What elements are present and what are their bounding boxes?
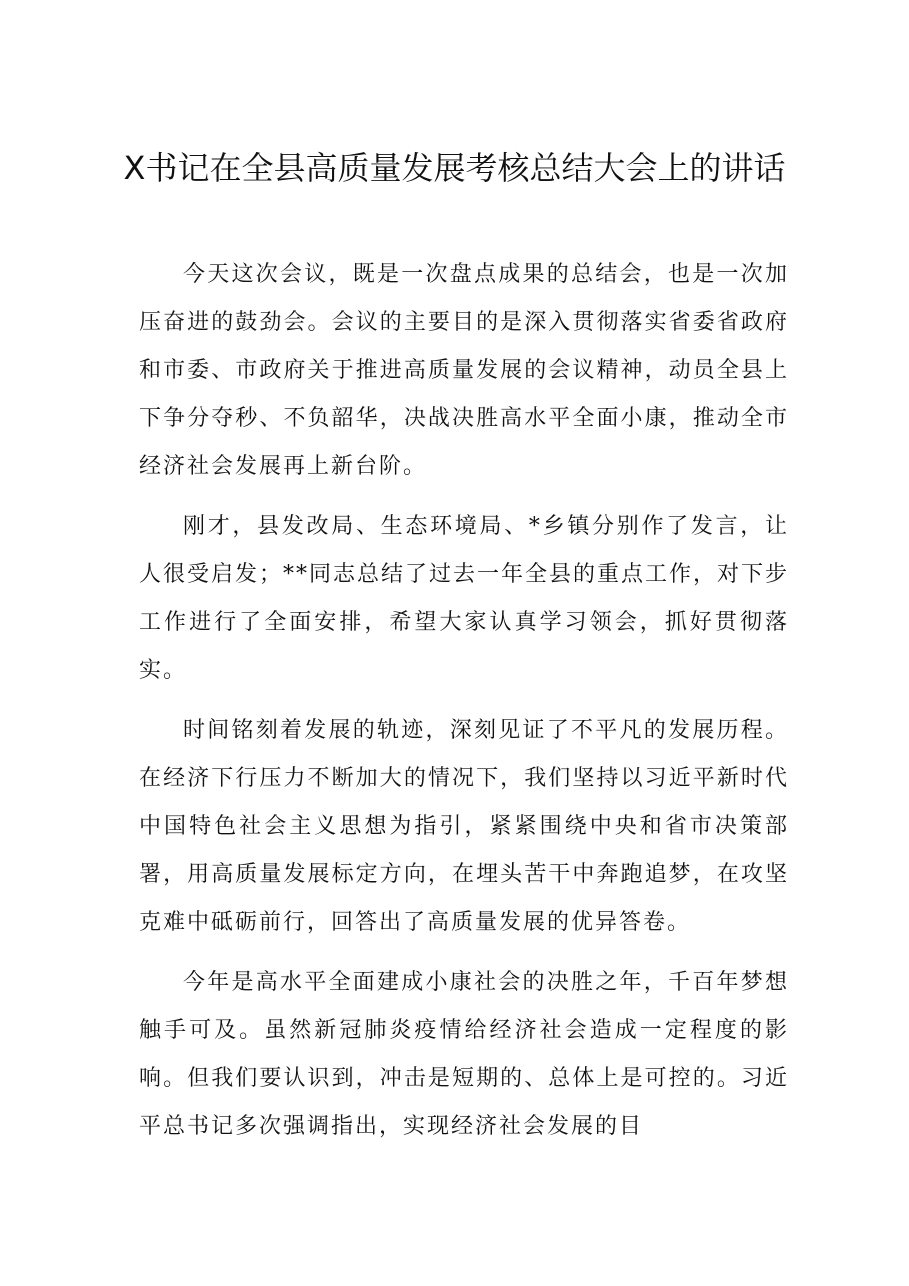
paragraph: 今天这次会议，既是一次盘点成果的总结会，也是一次加压奋进的鼓劲会。会议的主要目的是深入贯彻落实省委省政府和市委、市政府关于推进高质量发展的会议精神，动员全县上下争分夺秒、不负韶华，决战决胜高水平全面小康，推动全市经济社会发展再上新台阶。 xyxy=(139,262,789,479)
paragraph: 今年是高水平全面建成小康社会的决胜之年，千百年梦想触手可及。虽然新冠肺炎疫情给经济社会造成一定程度的影响。但我们要认识到，冲击是短期的、总体上是可控的。习近平总书记多次强调指出，实现经济社会发展的目 xyxy=(139,970,789,1139)
paragraph: 刚才，县发改局、生态环境局、*乡镇分别作了发言，让人很受启发；**同志总结了过去一年全县的重点工作，对下步工作进行了全面安排，希望大家认真学习领会，抓好贯彻落实。 xyxy=(139,514,790,683)
document-title: X书记在全县高质量发展考核总结大会上的讲话 xyxy=(123,149,786,187)
document-body xyxy=(139,251,789,1163)
paragraph: 时间铭刻着发展的轨迹，深刻见证了不平凡的发展历程。在经济下行压力不断加大的情况下，我们坚持以习近平新时代中国特色社会主义思想为指引，紧紧围绕中央和省市决策部署，用高质量发展标定方向，在埋头苦干中奔跑追梦，在攻坚克难中砥砺前行，回答出了高质量发展的优异答卷。 xyxy=(139,718,789,935)
